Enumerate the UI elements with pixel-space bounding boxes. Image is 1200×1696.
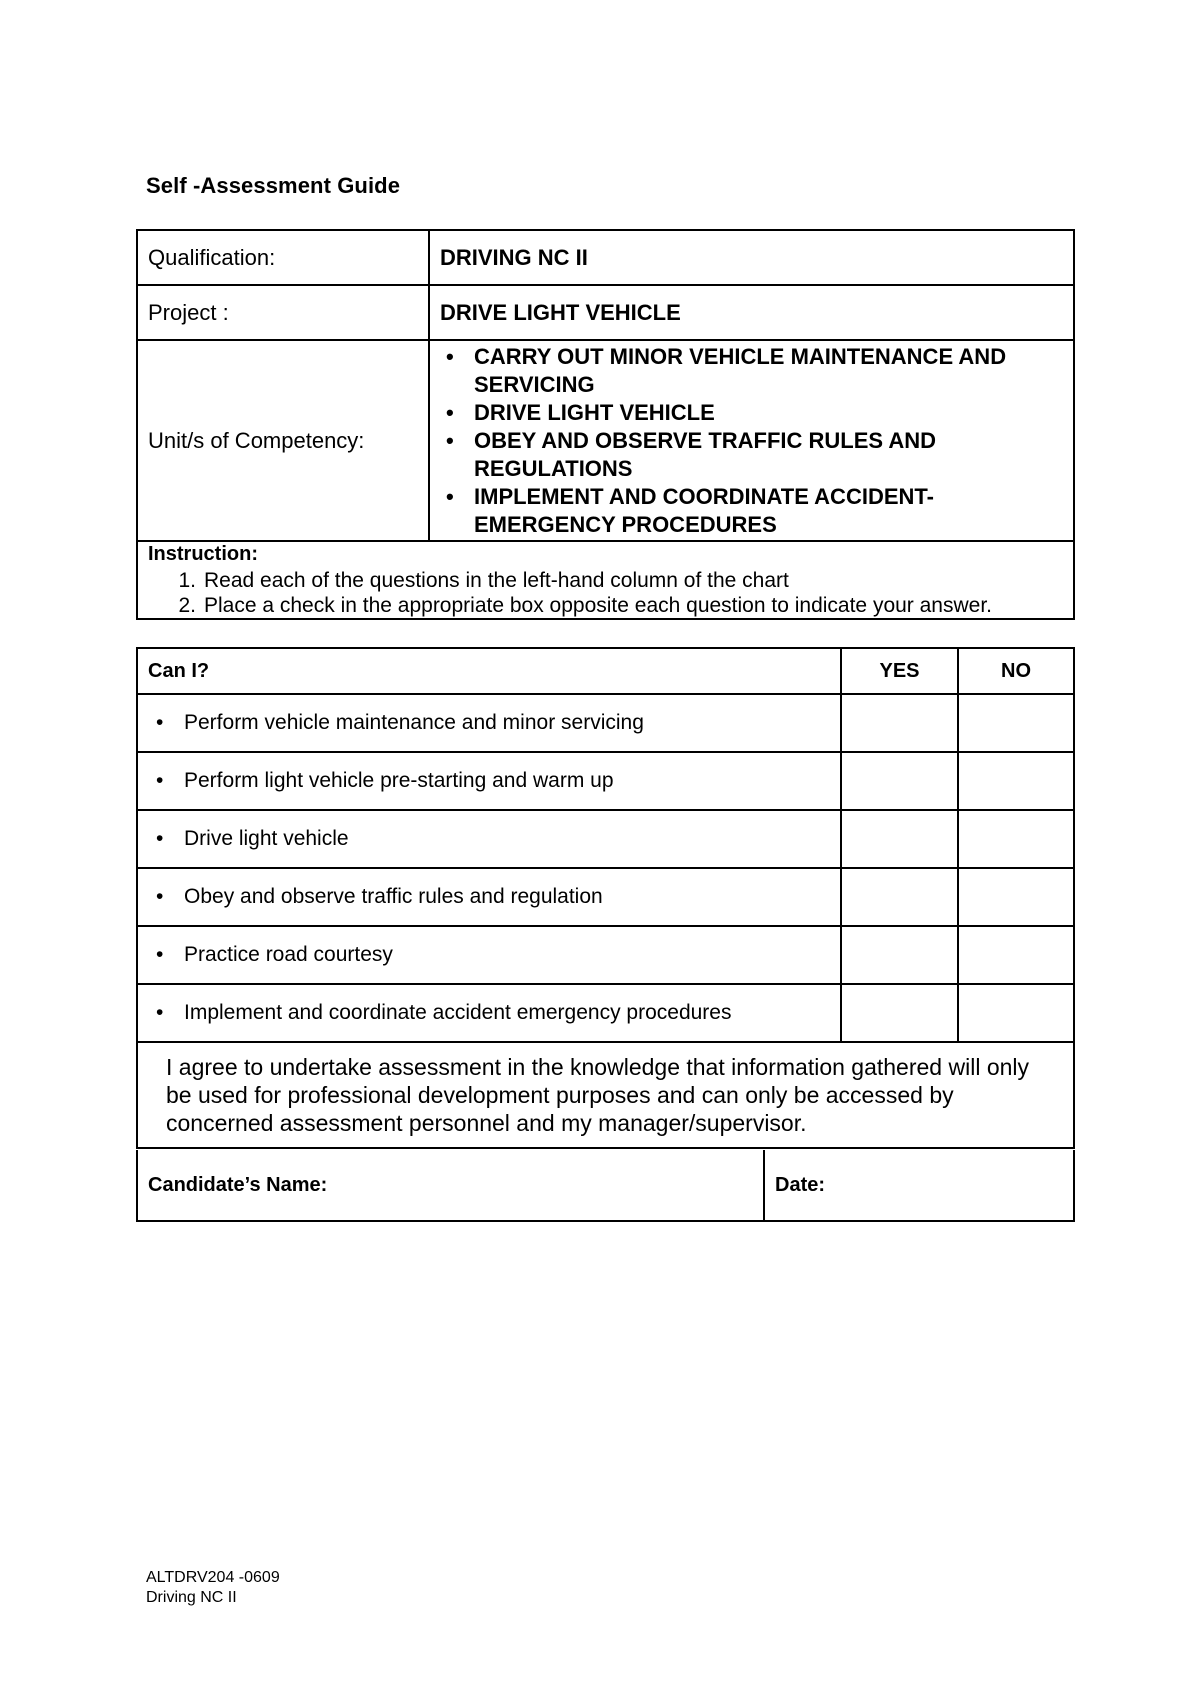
step-text: Place a check in the appropriate box opposite each question to indicate your answer. <box>204 594 993 617</box>
yes-checkbox[interactable] <box>841 752 958 810</box>
footer-code: ALTDRV204 -0609 <box>146 1569 280 1586</box>
col-question-header: Can I? <box>137 648 841 694</box>
signature-row <box>137 1150 1074 1221</box>
signature-table <box>136 1150 1075 1222</box>
question-cell <box>137 926 841 984</box>
checklist-header-row <box>137 648 1074 694</box>
unit-item: • DRIVE LIGHT VEHICLE <box>440 399 1063 427</box>
no-checkbox[interactable] <box>958 694 1074 752</box>
question-cell <box>137 868 841 926</box>
qualification-value: DRIVING NC II <box>429 230 1074 285</box>
header-table <box>136 229 1075 620</box>
table-row <box>137 810 1074 868</box>
question-text: • Practice road courtesy <box>148 943 393 966</box>
step-text: Read each of the questions in the left-hand column of the chart <box>204 569 789 592</box>
yes-checkbox[interactable] <box>841 810 958 868</box>
footer <box>146 1568 280 1608</box>
step-number: 2. <box>178 594 196 617</box>
units-row <box>137 340 1074 541</box>
question-cell <box>137 694 841 752</box>
candidate-name-field[interactable]: Candidate’s Name: <box>137 1150 764 1221</box>
unit-item: • IMPLEMENT AND COORDINATE ACCIDENT-EMERGENCY PROCEDURES <box>440 483 1063 539</box>
no-checkbox[interactable] <box>958 984 1074 1042</box>
table-row <box>137 926 1074 984</box>
col-no-header: NO <box>958 648 1074 694</box>
project-row <box>137 285 1074 340</box>
instruction-row <box>137 541 1074 619</box>
table-row <box>137 694 1074 752</box>
table-row <box>137 984 1074 1042</box>
qualification-label: Qualification: <box>137 230 429 285</box>
question-text: • Perform vehicle maintenance and minor servicing <box>148 711 644 734</box>
checklist-table <box>136 647 1075 1149</box>
question-cell <box>137 810 841 868</box>
unit-item: • CARRY OUT MINOR VEHICLE MAINTENANCE AND SERVICING <box>440 343 1063 399</box>
instruction-title: Instruction: <box>148 543 258 565</box>
question-text: • Perform light vehicle pre-starting and warm up <box>148 769 614 792</box>
instruction-list <box>148 568 1063 618</box>
table-row <box>137 868 1074 926</box>
agreement-row <box>137 1042 1074 1148</box>
unit-item: • OBEY AND OBSERVE TRAFFIC RULES AND REGULATIONS <box>440 427 1063 483</box>
step-number: 1. <box>178 569 196 592</box>
instruction-step <box>148 568 1063 593</box>
col-yes-header: YES <box>841 648 958 694</box>
qualification-row <box>137 230 1074 285</box>
instruction-step <box>148 593 1063 618</box>
no-checkbox[interactable] <box>958 752 1074 810</box>
instruction-cell <box>137 541 1074 619</box>
no-checkbox[interactable] <box>958 810 1074 868</box>
no-checkbox[interactable] <box>958 926 1074 984</box>
units-cell <box>429 340 1074 541</box>
yes-checkbox[interactable] <box>841 926 958 984</box>
yes-checkbox[interactable] <box>841 694 958 752</box>
units-label: Unit/s of Competency: <box>137 340 429 541</box>
question-text: • Drive light vehicle <box>148 827 349 850</box>
yes-checkbox[interactable] <box>841 868 958 926</box>
table-row <box>137 752 1074 810</box>
question-cell <box>137 984 841 1042</box>
no-checkbox[interactable] <box>958 868 1074 926</box>
question-text: • Obey and observe traffic rules and regulation <box>148 885 603 908</box>
project-label: Project : <box>137 285 429 340</box>
question-cell <box>137 752 841 810</box>
units-list <box>440 343 1063 539</box>
question-text: • Implement and coordinate accident emergency procedures <box>148 1001 731 1024</box>
yes-checkbox[interactable] <box>841 984 958 1042</box>
project-value: DRIVE LIGHT VEHICLE <box>429 285 1074 340</box>
footer-course: Driving NC II <box>146 1589 237 1606</box>
date-field[interactable]: Date: <box>764 1150 1074 1221</box>
agreement-text: I agree to undertake assessment in the knowledge that information gathered will only be used for professional development purposes and can only be accessed by concerned assessment personnel and my manager/supervisor. <box>137 1042 1074 1148</box>
page-title: Self -Assessment Guide <box>146 173 401 198</box>
